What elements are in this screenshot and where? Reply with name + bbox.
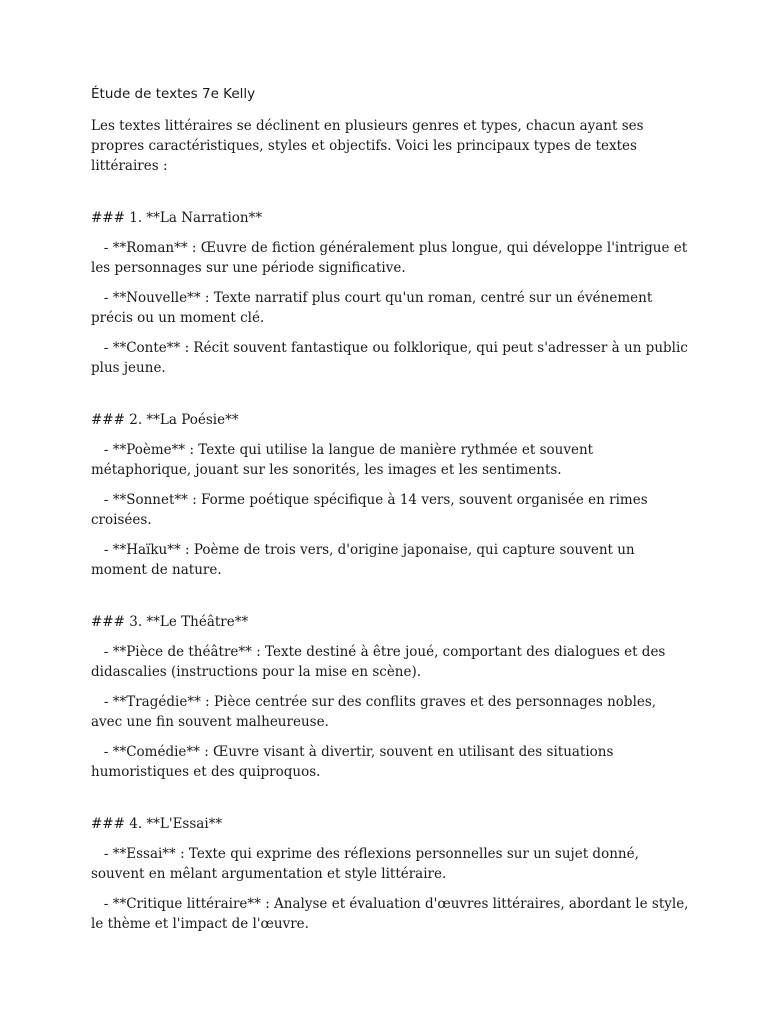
list-item: - **Conte** : Récit souvent fantastique ou folklorique, qui peut s'adresser à un public plus jeune. — [91, 340, 693, 376]
section-narration — [91, 208, 691, 378]
section-poesie — [91, 410, 691, 580]
list-item: - **Essai** : Texte qui exprime des réflexions personnelles sur un sujet donné, souvent en mêlant argumentation et style littéraire. — [91, 846, 644, 882]
list-item: - **Sonnet** : Forme poétique spécifique à 14 vers, souvent organisée en rimes croisées. — [91, 492, 652, 528]
intro-paragraph: Les textes littéraires se déclinent en plusieurs genres et types, chacun ayant ses propres caractéristiques, styles et objectifs. Voici les principaux types de textes littéraires : — [91, 118, 644, 174]
section-heading: ### 1. **La Narration** — [91, 210, 263, 226]
document-page — [91, 84, 691, 944]
list-item: - **Tragédie** : Pièce centrée sur des conflits graves et des personnages nobles, avec une fin souvent malheureuse. — [91, 694, 661, 730]
section-theatre — [91, 612, 691, 782]
list-item: - **Roman** : Œuvre de fiction généralement plus longue, qui développe l'intrigue et les personnages sur une période significative. — [91, 240, 692, 276]
list-item: - **Critique littéraire** : Analyse et évaluation d'œuvres littéraires, abordant le style, le thème et l'impact de l'œuvre. — [91, 896, 693, 932]
list-item: - **Pièce de théâtre** : Texte destiné à être joué, comportant des dialogues et des didascalies (instructions pour la mise en scène). — [91, 644, 670, 680]
list-item: - **Haïku** : Poème de trois vers, d'origine japonaise, qui capture souvent un moment de nature. — [91, 542, 639, 578]
document-title: Étude de textes 7e Kelly — [91, 86, 256, 102]
section-heading: ### 3. **Le Théâtre** — [91, 614, 249, 630]
list-item: - **Nouvelle** : Texte narratif plus court qu'un roman, centré sur un événement précis ou un moment clé. — [91, 290, 657, 326]
section-heading: ### 4. **L'Essai** — [91, 816, 223, 832]
list-item: - **Poème** : Texte qui utilise la langue de manière rythmée et souvent métaphorique, jouant sur les sonorités, les images et les sentiments. — [91, 442, 598, 478]
list-item: - **Comédie** : Œuvre visant à divertir, souvent en utilisant des situations humoristiques et des quiproquos. — [91, 744, 618, 780]
section-essai — [91, 814, 691, 934]
section-heading: ### 2. **La Poésie** — [91, 412, 239, 428]
